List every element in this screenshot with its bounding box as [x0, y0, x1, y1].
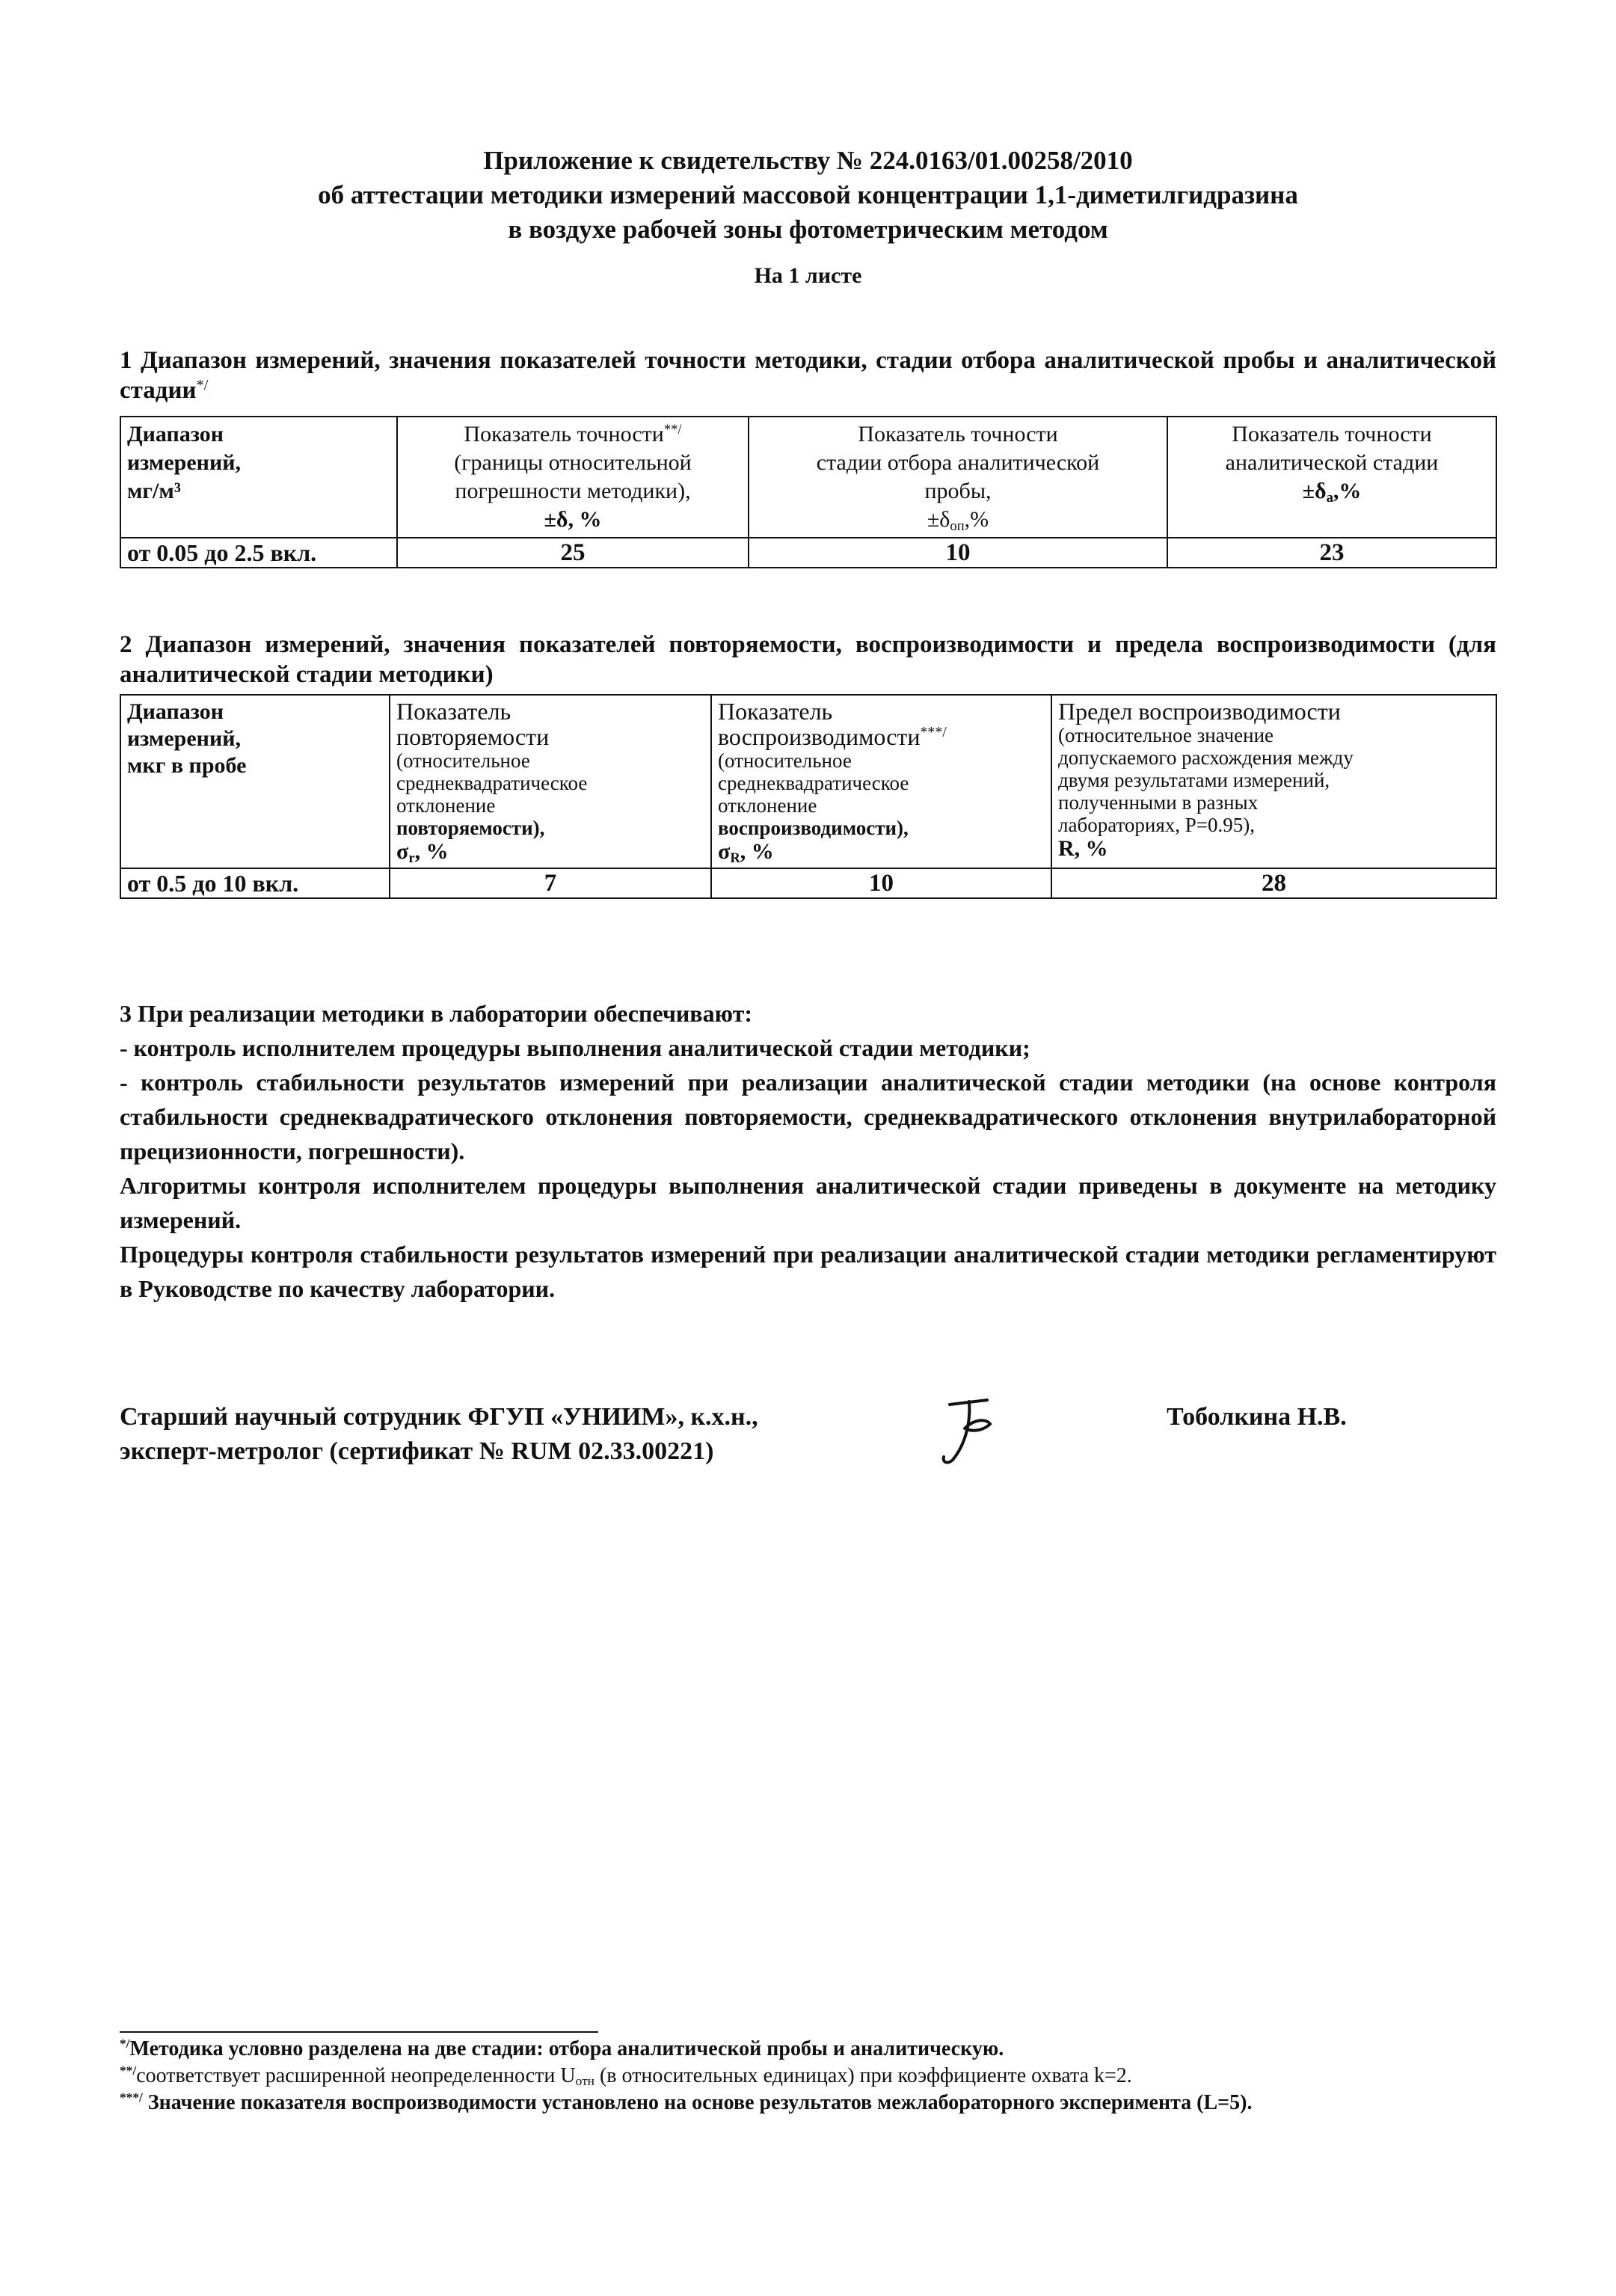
table-header-row	[120, 695, 1496, 868]
signer-position: Старший научный сотрудник ФГУП «УНИИМ», к.х.н., эксперт-метролог (сертификат № RUM 02.33.00221)	[120, 1403, 758, 1465]
document-header	[120, 144, 1496, 289]
header-cell-reproducibility-limit: Предел воспроизводимости (относительное значение допускаемого расхождения между двумя результатами измерений, полученными в разных лабораториях, P=0.95), R, %	[1051, 695, 1496, 868]
header-cell-analytical-accuracy: Показатель точности аналитической стадии $\pm\delta_а,\%$	[1167, 417, 1496, 538]
section-3-line: - контроль стабильности результатов измерений при реализации аналитической стадии методики (на основе контроля стабильности среднеквадратического отклонения повторяемости, среднеквадратического отклонения внутрилабораторной прецизионности, погрешности).	[120, 1069, 1496, 1164]
header-line-2: об аттестации методики измерений массовой концентрации 1,1-диметилгидразина	[318, 180, 1298, 209]
section-3-line: 3 При реализации методики в лаборатории обеспечивают:	[120, 1000, 752, 1027]
table-header-row	[120, 417, 1496, 538]
section-2-title: 2 Диапазон измерений, значения показателей повторяемости, воспроизводимости и предела воспроизводимости (для аналитической стадии методики)	[120, 631, 1496, 688]
header-line-1: Приложение к свидетельству № 224.0163/01.00258/2010	[483, 146, 1133, 175]
precision-table	[120, 694, 1497, 899]
table-cell: от 0.5 до 10 вкл.	[120, 868, 390, 898]
footnotes	[120, 2036, 1496, 2117]
sheet-count: На 1 листе	[754, 263, 862, 288]
table-cell: 28	[1051, 868, 1496, 898]
table-row	[120, 538, 1496, 568]
header-cell-method-accuracy: Показатель точности**/ (границы относительной погрешности методики), ±δ, %	[397, 417, 749, 538]
footnote-2: **/соответствует расширенной неопределенности $U_{отн}$ (в относительных единицах) при коэффициенте охвата k=2.	[120, 2063, 1132, 2089]
footnote-3: ***/ Значение показателя воспроизводимости установлено на основе результатов межлабораторного эксперимента (L=5).	[120, 2090, 1253, 2114]
accuracy-table	[120, 416, 1497, 568]
header-cell-reproducibility: Показатель воспроизводимости***/ (относительное среднеквадратическое отклонение воспроизводимости), $\sigma_R$, %	[711, 695, 1051, 868]
table-row	[120, 868, 1496, 898]
section-3	[120, 996, 1496, 1306]
header-cell-range: Диапазон измерений, мкг в пробе	[120, 695, 390, 868]
table-cell: от 0.05 до 2.5 вкл.	[120, 538, 397, 568]
table-cell: 10	[711, 868, 1051, 898]
header-cell-sampling-accuracy: Показатель точности стадии отбора аналитической пробы, $\pm\delta_{оп},\%$	[749, 417, 1167, 538]
table-cell: 25	[397, 538, 749, 568]
section-1-title: 1 Диапазон измерений, значения показателей точности методики, стадии отбора аналитической пробы и аналитической стадии*/	[120, 347, 1496, 404]
section-3-line: Процедуры контроля стабильности результатов измерений при реализации аналитической стадии методики регламентируют в Руководстве по качеству лаборатории.	[120, 1241, 1496, 1302]
table-cell: 23	[1167, 538, 1496, 568]
table-cell: 10	[749, 538, 1167, 568]
table-cell: 7	[390, 868, 711, 898]
signer-name: Тоболкина Н.В.	[1167, 1403, 1347, 1431]
header-cell-range: Диапазон измерений, мг/м³	[120, 417, 397, 538]
footnote-divider	[120, 2031, 598, 2033]
header-cell-repeatability: Показатель повторяемости (относительное среднеквадратическое отклонение повторяемости), $\sigma_r$, %	[390, 695, 711, 868]
signature-mark-icon	[927, 1391, 1010, 1473]
section-3-line: Алгоритмы контроля исполнителем процедуры выполнения аналитической стадии приведены в документе на методику измерений.	[120, 1172, 1496, 1233]
header-line-3: в воздухе рабочей зоны фотометрическим методом	[508, 215, 1108, 244]
footnote-1: */Методика условно разделена на две стадии: отбора аналитической пробы и аналитическую.	[120, 2036, 1004, 2060]
section-3-line: - контроль исполнителем процедуры выполнения аналитической стадии методики;	[120, 1034, 1030, 1061]
